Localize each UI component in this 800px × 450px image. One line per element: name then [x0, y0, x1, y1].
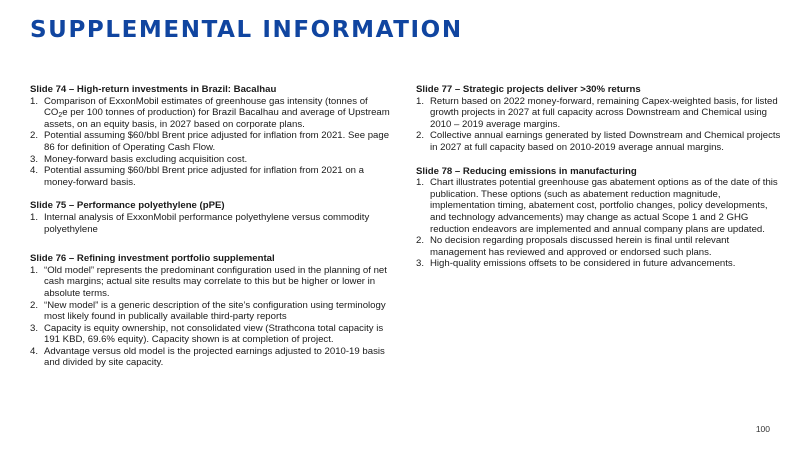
footnote-number: 2.: [30, 130, 39, 142]
footnote-number: 2.: [30, 299, 39, 311]
footnote-number: 3.: [30, 322, 39, 334]
footnote-list: [30, 212, 390, 235]
footnote-item: [30, 96, 390, 131]
footnote-text: Capacity is equity ownership, not consolidated view (Strathcona total capacity is 191 KBD, 69.6% equity). Capacity shown is at completion of project.: [44, 322, 384, 346]
subscript-2: 2: [58, 112, 63, 120]
footnote-item: [30, 212, 390, 235]
footnote-item: [30, 130, 390, 153]
section-slide-76: [30, 253, 390, 369]
right-column: [416, 84, 782, 282]
footnote-text: Chart illustrates potential greenhouse gas abatement options as of the date of this publication. These options (such as abatement reduction magnitude, implementation timing, abatement cost, portfolio changes, policy developments, and technology advancements) may change as actual Scope 1 and 2 GHG reduction endeavors are implemented and annual company plans are updated.: [430, 177, 778, 235]
section-heading: Slide 78 – Reducing emissions in manufacturing: [416, 165, 637, 177]
footnote-text: High-quality emissions offsets to be considered in future advancements.: [430, 258, 736, 270]
footnote-number: 2.: [416, 130, 425, 142]
footnote-item: [416, 130, 782, 153]
left-column: [30, 84, 390, 381]
section-heading: Slide 74 – High-return investments in Brazil: Bacalhau: [30, 84, 277, 95]
section-slide-77: [416, 84, 782, 154]
footnote-text: “New model” is a generic description of the site’s configuration using terminology most likely found in publically available third-party reports: [44, 299, 386, 323]
footnote-item: [30, 165, 390, 188]
footnote-number: 2.: [416, 235, 425, 247]
footnote-item: [30, 154, 390, 166]
footnote-text: No decision regarding proposals discussed herein is final until relevant management has reviewed and approved or endorsed such plans.: [430, 235, 730, 258]
footnote-text: Internal analysis of ExxonMobil performance polyethylene versus commodity polyethylene: [44, 211, 370, 235]
footnote-number: 4.: [30, 345, 39, 357]
footnote-text: Return based on 2022 money-forward, remaining Capex-weighted basis, for listed growth projects in 2027 at full capacity across Downstream and Chemical using 2010 – 2019 average margins.: [430, 95, 778, 130]
page-title: SUPPLEMENTAL INFORMATION: [30, 17, 463, 43]
footnote-item: [416, 177, 782, 235]
section-heading: Slide 77 – Strategic projects deliver >30% returns: [416, 84, 641, 95]
footnote-text: Collective annual earnings generated by listed Downstream and Chemical projects in 2027 at full capacity based on 2010-2019 average annual margins.: [430, 130, 781, 153]
footnote-item: [416, 258, 782, 270]
footnote-number: 3.: [30, 153, 39, 165]
footnote-item: [30, 265, 390, 300]
footnote-number: 1.: [30, 264, 39, 276]
footnote-item: [30, 346, 390, 369]
footnote-number: 4.: [30, 165, 39, 177]
footnote-item: [30, 323, 390, 346]
footnote-list: [30, 265, 390, 369]
page-number: 100: [755, 424, 770, 434]
footnote-item: [416, 96, 782, 131]
footnote-text: Money-forward basis excluding acquisition cost.: [44, 153, 248, 165]
footnote-list: [30, 96, 390, 189]
footnote-list: [416, 96, 782, 154]
footnote-list: [416, 177, 782, 270]
footnote-number: 1.: [416, 177, 425, 189]
footnote-number: 1.: [416, 95, 425, 107]
footnote-text: Potential assuming $60/bbl Brent price adjusted for inflation from 2021. See page 86 for definition of Operating Cash Flow.: [44, 130, 390, 153]
section-slide-74: [30, 84, 390, 188]
section-slide-78: [416, 166, 782, 270]
footnote-number: 1.: [30, 211, 39, 223]
footnote-item: [416, 235, 782, 258]
section-slide-75: [30, 200, 390, 235]
footnote-text: Comparison of ExxonMobil estimates of greenhouse gas intensity (tonnes of $CO_2e$ per 100 tonnes of production) for Brazil Bacalhau and average of Upstream assets, on an equity basis, in 2027 based on corporate plans.: [44, 95, 390, 130]
footnote-text: Potential assuming $60/bbl Brent price adjusted for inflation from 2021 on a money-forward basis.: [44, 165, 364, 188]
footnote-item: [30, 300, 390, 323]
section-heading: Slide 75 – Performance polyethylene (pPE): [30, 200, 225, 212]
footnote-number: 1.: [30, 95, 39, 107]
footnote-text: “Old model” represents the predominant configuration used in the planning of net cash margins; actual site results may correlate to this but be higher or lower in absolute terms.: [44, 264, 387, 299]
section-heading: Slide 76 – Refining investment portfolio supplemental: [30, 253, 275, 265]
footnote-text: Advantage versus old model is the projected earnings adjusted to 2010-19 basis and divided by site capacity.: [44, 345, 385, 369]
footnote-number: 3.: [416, 258, 425, 270]
